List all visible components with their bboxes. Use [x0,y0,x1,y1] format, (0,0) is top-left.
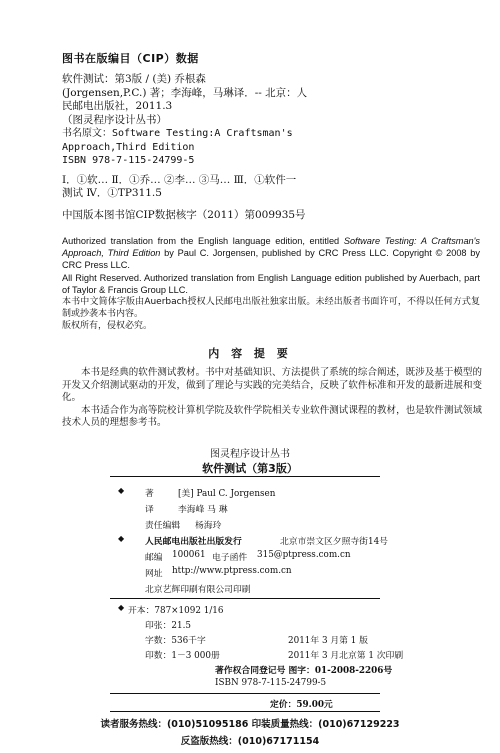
printed-sheets: 印张：21.5 [145,621,191,631]
isbn: ISBN 978-7-115-24799-5 [215,678,327,688]
reader-hotlines: 读者服务热线：(010)51095186 印装质量热线：(010)67129223 [100,719,400,730]
anti-piracy-hotline: 反盗版热线：(010)67171154 [180,736,320,747]
authorization-paragraph: All Right Reserved. Authorized translation from English Language edition published by Auerbach, part of Taylor & Francis Group LLC. [62,272,480,295]
auth-text: by Paul C. Jorgensen, published by CRC Press LLC. Copyright © 2008 by CRC Press LLC. [62,248,480,271]
cip-classification: 测试 Ⅳ．①TP311.5 [62,187,162,199]
publisher-address: 北京市崇文区夕照寺街14号 [280,537,388,547]
auth-text: Authorized translation from the English language edition, entitled [62,236,344,246]
book-title: 软件测试（第3版） [202,462,298,475]
cip-classification: Ⅰ．①软… Ⅱ．①乔… ②李… ③马… Ⅲ．①软件一 [62,173,297,186]
original-title: Software Testing: A Craftsman's Approach, Third Edition [62,236,481,259]
series-name: 图灵程序设计丛书 [210,449,290,460]
cip-heading: 图书在版编目（CIP）数据 [62,52,199,65]
cip-line: 软件测试：第3版 / (美) 乔根森 [62,73,206,85]
web-label: 网址 [145,569,163,579]
divider [110,598,380,599]
email-address: 315@ptpress.com.cn [257,550,351,560]
author-name: [美] Paul C. Jorgensen [178,489,276,499]
postcode-label: 邮编 [145,553,163,563]
cip-line-isbn: ISBN 978-7-115-24799-5 [62,155,195,166]
divider [110,693,380,694]
authorization-paragraph-cn: 本书中文简体字版由Auerbach授权人民邮电出版社独家出版。未经出版者书面许可，不得以任何方式复制或抄袭本书内容。 [62,297,480,320]
price: 定价：59.00元 [270,700,333,710]
abstract-body [62,367,482,430]
copyright-contract: 著作权合同登记号 图字：01-2008-2206号 [215,666,393,676]
abstract-paragraph: 本书适合作为高等院校计算机学院及软件学院相关专业软件测试课程的教材，也是软件测试领域技术人员的理想参考书。 [62,404,482,429]
cip-line: 民邮电出版社，2011.3 [62,100,173,112]
print-run: 印数：1－3 000册 [145,651,220,661]
author-role: 著 [145,489,154,499]
cip-line-original-title: Approach,Third Edition [62,141,195,153]
printing-date: 2011年 3 月北京第 1 次印刷 [288,651,404,661]
bullet-icon: ◆ [118,603,125,612]
web-address: http://www.ptpress.com.cn [172,566,292,576]
abstract-title: 内 容 提 要 [208,347,292,360]
cip-record [62,73,462,201]
divider [110,476,380,477]
email-label: 电子函件 [212,553,248,563]
word-count: 字数：536千字 [145,636,206,646]
cip-line-original-title: 书名原文：Software Testing:A Craftsman's [62,128,293,139]
cip-line: （图灵程序设计丛书） [62,113,167,126]
editor-label: 责任编辑 [145,521,181,531]
editor-name: 杨海玲 [195,521,222,531]
book-format: 开本：787×1092 1/16 [128,606,224,616]
cip-record-number: 中国版本图书馆CIP数据核字（2011）第009935号 [62,209,306,221]
divider [110,711,380,712]
abstract-paragraph: 本书是经典的软件测试教材。书中对基础知识、方法提供了系统的综合阐述，既涉及基于模型的开发又介绍测试驱动的开发，做到了理论与实践的完美结合，反映了软件标准和开发的最新进展和变化。 [62,367,482,404]
cip-line: (Jorgensen,P.C.) 著；李海峰，马琳译．-- 北京：人 [62,86,308,99]
postcode: 100061 [172,550,206,560]
bullet-icon: ◆ [118,486,125,495]
edition-date: 2011年 3 月第 1 版 [288,636,368,646]
translator-role: 译 [145,505,154,515]
publisher-name: 人民邮电出版社出版发行 [145,537,242,547]
bullet-icon: ◆ [118,534,125,543]
translator-names: 李海峰 马 琳 [178,505,228,515]
authorization-notice [62,235,480,333]
printer-name: 北京艺辉印刷有限公司印刷 [145,585,251,595]
rights-reserved: 版权所有，侵权必究。 [62,321,153,332]
authorization-paragraph [62,235,480,272]
